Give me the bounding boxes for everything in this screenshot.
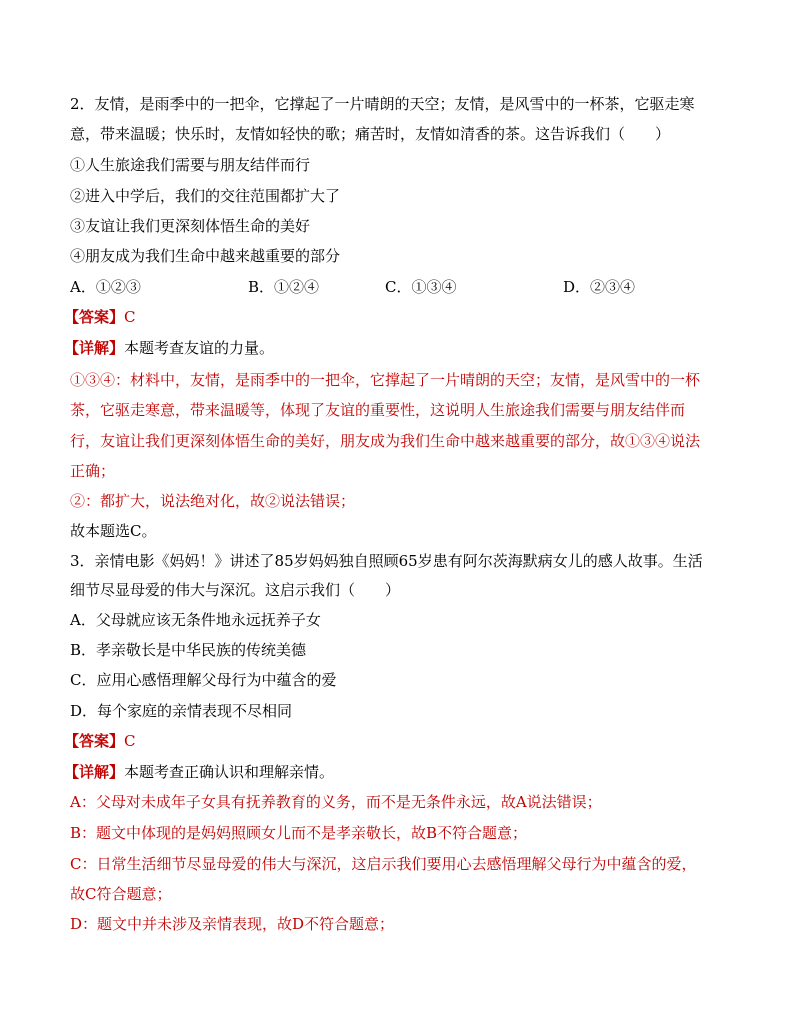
q3-explanation-line-1: A：父母对未成年子女具有抚养教育的义务，而不是无条件永远，故A说法错误； [70,793,602,811]
q2-option-c: C．①③④ [385,278,457,296]
q3-stem-line-2: 细节尽显母爱的伟大与深沉。这启示我们（ ） [70,581,401,599]
q3-detail [64,762,334,782]
q2-conclusion: 故本题选C。 [70,522,157,540]
q2-item-2: ②进入中学后，我们的交往范围都扩大了 [70,187,341,205]
q2-explanation-line-2: 茶，它驱走寒意，带来温暖等，体现了友谊的重要性，这说明人生旅途我们需要与朋友结伴而 [70,401,686,419]
q2-option-a: A．①②③ [70,278,141,296]
q3-explanation-line-2: B：题文中体现的是妈妈照顾女儿而不是孝亲敬长，故B不符合题意； [70,824,528,842]
q2-detail-intro: 本题考查友谊的力量。 [124,339,275,357]
q3-detail-label: 【详解】 [64,763,125,781]
q2-item-1: ①人生旅途我们需要与朋友结伴而行 [70,156,311,174]
q3-answer [64,731,136,751]
q2-item-4: ④朋友成为我们生命中越来越重要的部分 [70,247,341,265]
q2-explanation-line-4: 正确； [70,462,116,480]
q2-stem-line-2: 意，带来温暖；快乐时，友情如轻快的歌；痛苦时，友情如清香的茶。这告诉我们（ ） [70,125,671,143]
q3-explanation-line-4: 故C符合题意； [70,885,172,903]
q2-detail [64,338,274,358]
q3-option-d: D．每个家庭的亲情表现不尽相同 [70,702,293,720]
q3-detail-intro: 本题考查正确认识和理解亲情。 [124,763,335,781]
q3-option-a: A．父母就应该无条件地永远抚养子女 [70,611,321,629]
q2-explanation-line-5: ②：都扩大，说法绝对化，故②说法错误； [70,492,356,510]
q2-answer [64,307,136,327]
q3-answer-value: C [124,732,136,750]
q3-explanation-line-5: D：题文中并未涉及亲情表现，故D不符合题意； [70,915,395,933]
q2-item-3: ③友谊让我们更深刻体悟生命的美好 [70,217,311,235]
q3-answer-label: 【答案】 [64,732,125,750]
q3-stem-line-1: 3．亲情电影《妈妈！》讲述了85岁妈妈独自照顾65岁患有阿尔茨海默病女儿的感人故事。生活 [70,552,703,570]
q2-explanation-line-1: ①③④：材料中，友情，是雨季中的一把伞，它撑起了一片晴朗的天空；友情，是风雪中的一杯 [70,371,701,389]
q2-option-d: D．②③④ [563,278,636,296]
q3-option-c: C．应用心感悟理解父母行为中蕴含的爱 [70,671,337,689]
q2-answer-value: C [124,308,136,326]
q2-answer-label: 【答案】 [64,308,125,326]
q2-option-b: B．①②④ [248,278,320,296]
q3-explanation-line-3: C：日常生活细节尽显母爱的伟大与深沉，这启示我们要用心去感悟理解父母行为中蕴含的爱， [70,855,697,873]
q2-detail-label: 【详解】 [64,339,125,357]
q2-explanation-line-3: 行，友谊让我们更深刻体悟生命的美好，朋友成为我们生命中越来越重要的部分，故①③④说法 [70,432,701,450]
q2-stem-line-1: 2．友情，是雨季中的一把伞，它撑起了一片晴朗的天空；友情，是风雪中的一杯茶，它驱走寒 [70,95,695,113]
q3-option-b: B．孝亲敬长是中华民族的传统美德 [70,641,307,659]
